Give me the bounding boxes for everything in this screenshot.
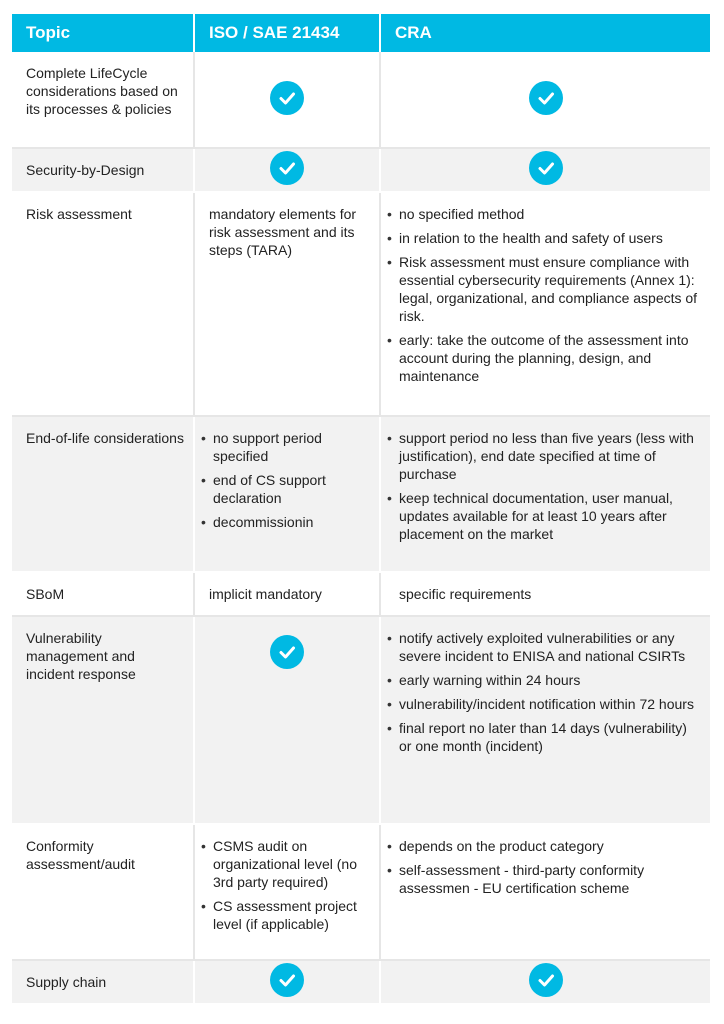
list-item: • vulnerability/incident notification within 72 hours [387, 695, 702, 713]
iso-cell [194, 416, 380, 572]
topic-cell: Complete LifeCycle considerations based on its processes & policies [12, 52, 194, 148]
list-item: • keep technical documentation, user manual, updates available for at least 10 years after placement on the market [387, 489, 702, 543]
cra-cell: specific requirements [380, 572, 710, 616]
cra-cell [380, 616, 710, 824]
iso-cell [194, 960, 380, 1004]
cra-cell [380, 416, 710, 572]
list-item: • CSMS audit on organizational level (no 3rd party required) [201, 837, 371, 891]
cra-list [387, 629, 702, 755]
iso-cell [194, 824, 380, 960]
table-row [12, 960, 710, 1004]
cra-cell [380, 824, 710, 960]
iso-list [201, 429, 371, 531]
topic-cell: Risk assessment [12, 192, 194, 416]
check-circle-icon [270, 81, 304, 115]
header-iso: ISO / SAE 21434 [194, 14, 380, 52]
iso-cell: mandatory elements for risk assessment and its steps (TARA) [194, 192, 380, 416]
list-item: • decommissionin [201, 513, 371, 531]
iso-cell [194, 616, 380, 824]
cra-list [387, 837, 702, 897]
list-item: • early warning within 24 hours [387, 671, 702, 689]
cra-cell [380, 52, 710, 148]
check-circle-icon [270, 635, 304, 669]
cra-cell [380, 148, 710, 192]
list-item: • no specified method [387, 205, 702, 223]
table-row [12, 52, 710, 148]
cra-cell [380, 192, 710, 416]
list-item: • CS assessment project level (if applicable) [201, 897, 371, 933]
header-cra: CRA [380, 14, 710, 52]
iso-list [201, 837, 371, 933]
topic-cell: Security-by-Design [12, 148, 194, 192]
header-row [12, 14, 710, 52]
topic-cell: Supply chain [12, 960, 194, 1004]
list-item: • self-assessment - third-party conformity assessmen - EU certification scheme [387, 861, 702, 897]
table-row [12, 148, 710, 192]
list-item: • depends on the product category [387, 837, 702, 855]
list-item: • no support period specified [201, 429, 371, 465]
cra-cell [380, 960, 710, 1004]
iso-cell [194, 148, 380, 192]
topic-cell: Vulnerability management and incident response [12, 616, 194, 824]
topic-cell: Conformity assessment/audit [12, 824, 194, 960]
table-row [12, 416, 710, 572]
check-circle-icon [529, 963, 563, 997]
check-circle-icon [529, 81, 563, 115]
topic-cell: End-of-life considerations [12, 416, 194, 572]
check-circle-icon [270, 963, 304, 997]
comparison-table-wrapper [12, 14, 710, 1005]
check-circle-icon [270, 151, 304, 185]
topic-cell: SBoM [12, 572, 194, 616]
cra-list [387, 429, 702, 543]
iso-cell [194, 52, 380, 148]
list-item: • end of CS support declaration [201, 471, 371, 507]
header-topic: Topic [12, 14, 194, 52]
table-row [12, 824, 710, 960]
check-circle-icon [529, 151, 563, 185]
table-row [12, 192, 710, 416]
list-item: • early: take the outcome of the assessment into account during the planning, design, and maintenance [387, 331, 702, 385]
list-item: • Risk assessment must ensure compliance with essential cybersecurity requirements (Annex 1): legal, organizational, and compliance aspects of risk. [387, 253, 702, 325]
list-item: • final report no later than 14 days (vulnerability) or one month (incident) [387, 719, 702, 755]
table-row [12, 616, 710, 824]
iso-cell: implicit mandatory [194, 572, 380, 616]
comparison-table [12, 14, 710, 1005]
table-row [12, 572, 710, 616]
list-item: • notify actively exploited vulnerabilities or any severe incident to ENISA and national CSIRTs [387, 629, 702, 665]
cra-list [387, 205, 702, 385]
list-item: • in relation to the health and safety of users [387, 229, 702, 247]
list-item: • support period no less than five years (less with justification), end date specified at time of purchase [387, 429, 702, 483]
